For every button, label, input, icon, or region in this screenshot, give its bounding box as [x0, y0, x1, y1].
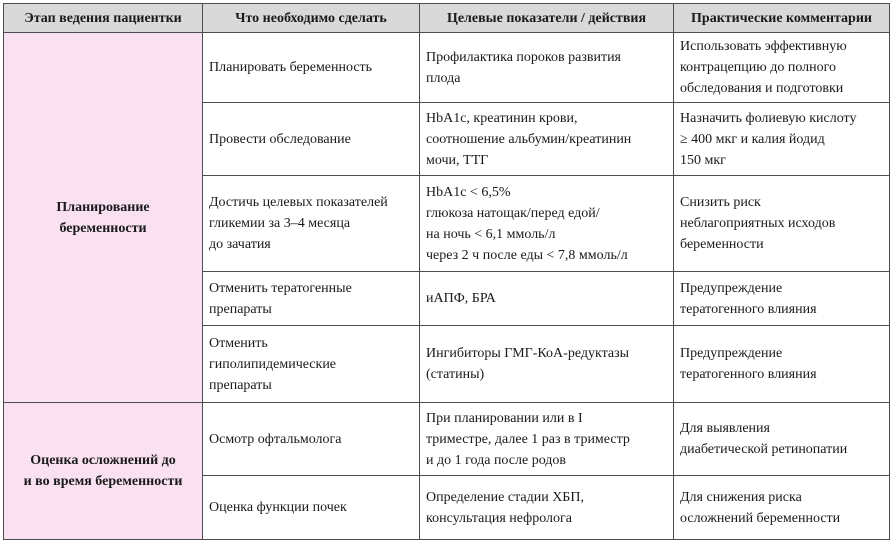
action-cell: Отменить гиполипидемические препараты: [203, 326, 420, 403]
guide-table: [3, 3, 890, 540]
stage-label: Планирование беременности: [56, 199, 150, 236]
comment-cell: Предупреждение тератогенного влияния: [674, 272, 890, 326]
stage-cell-planning: [4, 33, 203, 403]
header-row: [4, 4, 890, 33]
comment-cell: Для выявления диабетической ретинопатии: [674, 403, 890, 476]
target-cell: иАПФ, БРА: [420, 272, 674, 326]
comment-cell: Назначить фолиевую кислоту ≥ 400 мкг и калия йодид 150 мкг: [674, 103, 890, 176]
header-action: Что необходимо сделать: [203, 4, 420, 33]
target-cell: Профилактика пороков развития плода: [420, 33, 674, 103]
comment-cell: Использовать эффективную контрацепцию до полного обследования и подготовки: [674, 33, 890, 103]
target-cell: HbA1c, креатинин крови, соотношение альбумин/креатинин мочи, ТТГ: [420, 103, 674, 176]
target-cell: При планировании или в I триместре, далее 1 раз в триместр и до 1 года после родов: [420, 403, 674, 476]
header-comment: Практические комментарии: [674, 4, 890, 33]
action-cell: Планировать беременность: [203, 33, 420, 103]
action-cell: Оценка функции почек: [203, 476, 420, 540]
header-stage: Этап ведения пациентки: [4, 4, 203, 33]
comment-cell: Для снижения риска осложнений беременности: [674, 476, 890, 540]
stage-label: Оценка осложнений до и во время беременности: [23, 453, 183, 489]
target-cell: Определение стадии ХБП, консультация нефролога: [420, 476, 674, 540]
header-target: Целевые показатели / действия: [420, 4, 674, 33]
stage-cell-complications: [4, 403, 203, 540]
action-cell: Достичь целевых показателей гликемии за 3–4 месяца до зачатия: [203, 176, 420, 272]
table-row: [4, 33, 890, 103]
comment-cell: Снизить риск неблагоприятных исходов беременности: [674, 176, 890, 272]
target-cell: HbA1c < 6,5% глюкоза натощак/перед едой/ на ночь < 6,1 ммоль/л через 2 ч после еды < 7,8 ммоль/л: [420, 176, 674, 272]
table-row: [4, 403, 890, 476]
action-cell: Отменить тератогенные препараты: [203, 272, 420, 326]
action-cell: Осмотр офтальмолога: [203, 403, 420, 476]
action-cell: Провести обследование: [203, 103, 420, 176]
comment-cell: Предупреждение тератогенного влияния: [674, 326, 890, 403]
target-cell: Ингибиторы ГМГ-КоА-редуктазы (статины): [420, 326, 674, 403]
